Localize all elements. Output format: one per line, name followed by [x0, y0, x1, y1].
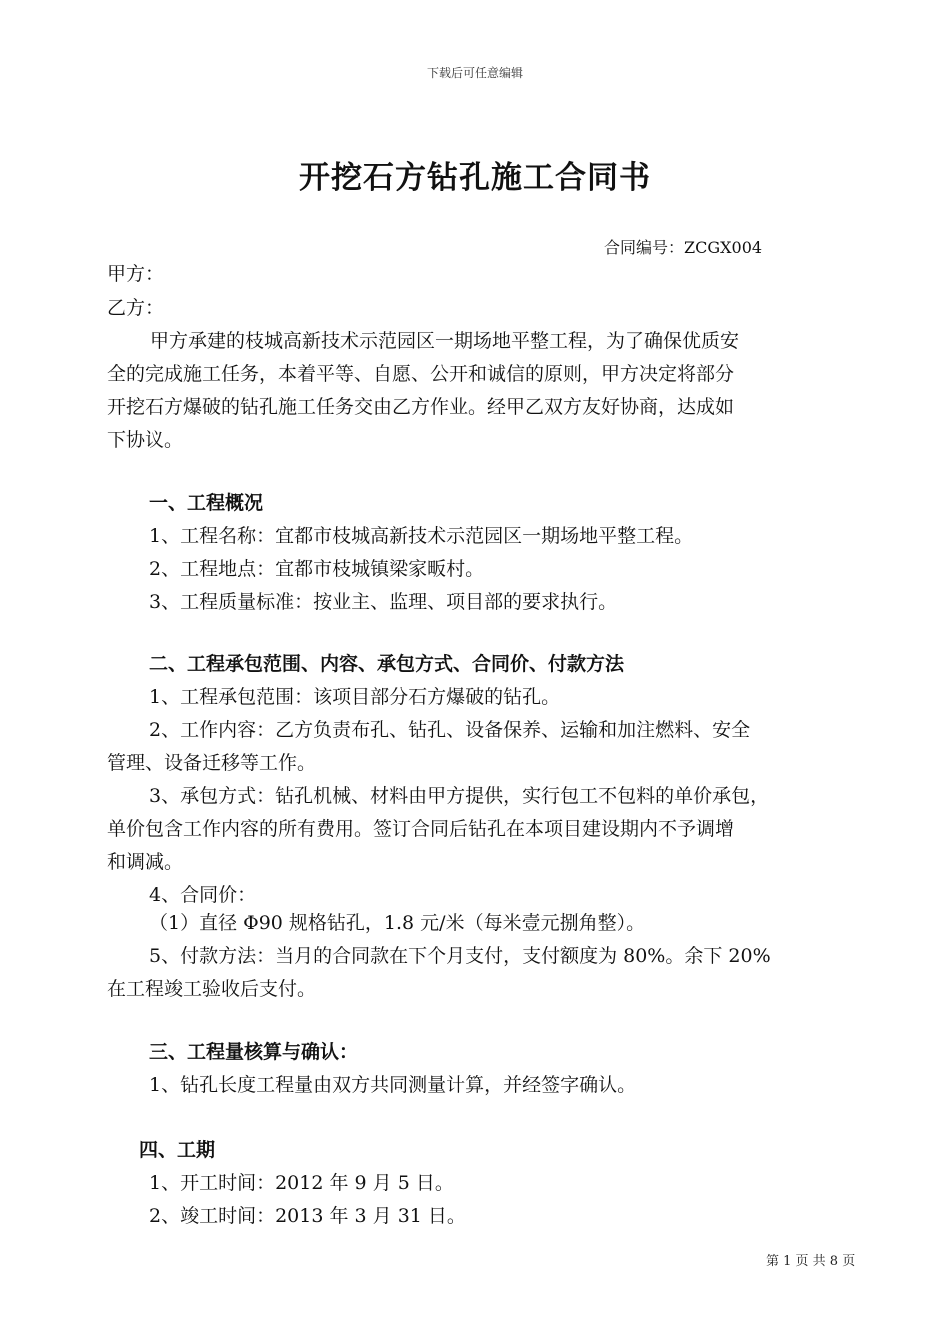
- section-1-item-2: 2、工程地点：宜都市枝城镇梁家畈村。: [149, 558, 485, 580]
- party-a-label: 甲方：: [107, 263, 165, 285]
- section-2-payment-line-2: 在工程竣工验收后支付。: [107, 978, 317, 1000]
- contract-number: 合同编号：ZCGX004: [604, 238, 763, 257]
- section-2-price-label: 4、合同价：: [149, 884, 257, 906]
- section-2-heading: 二、工程承包范围、内容、承包方式、合同价、付款方法: [149, 653, 625, 675]
- intro-line-4: 下协议。: [107, 429, 184, 451]
- section-2-price-item: （1）直径 Φ90 规格钻孔，1.8 元/米（每米壹元捌角整）。: [149, 912, 646, 934]
- section-1-item-3: 3、工程质量标准：按业主、监理、项目部的要求执行。: [149, 591, 618, 613]
- section-2-content-line-2: 管理、设备迁移等工作。: [107, 752, 317, 774]
- intro-line-2: 全的完成施工任务，本着平等、自愿、公开和诚信的原则，甲方决定将部分: [107, 363, 735, 385]
- section-2-content-line-1: 2、工作内容：乙方负责布孔、钻孔、设备保养、运输和加注燃料、安全: [149, 719, 751, 741]
- party-b-label: 乙方：: [107, 297, 165, 319]
- section-4-item-1: 1、开工时间：2012 年 9 月 5 日。: [149, 1172, 454, 1194]
- section-3-item-1: 1、钻孔长度工程量由双方共同测量计算，并经签字确认。: [149, 1074, 637, 1096]
- section-2-method-line-3: 和调减。: [107, 851, 184, 873]
- section-4-item-2: 2、竣工时间：2013 年 3 月 31 日。: [149, 1205, 466, 1227]
- section-2-method-line-1: 3、承包方式：钻孔机械、材料由甲方提供，实行包工不包料的单价承包，: [149, 785, 770, 807]
- section-2-method-line-2: 单价包含工作内容的所有费用。签订合同后钻孔在本项目建设期内不予调增: [107, 818, 735, 840]
- intro-line-1: 甲方承建的枝城高新技术示范园区一期场地平整工程，为了确保优质安: [150, 330, 740, 352]
- section-1-item-1: 1、工程名称：宜都市枝城高新技术示范园区一期场地平整工程。: [149, 525, 694, 547]
- section-2-payment-line-1: 5、付款方法：当月的合同款在下个月支付，支付额度为 80%。余下 20%: [149, 945, 771, 967]
- section-2-scope: 1、工程承包范围：该项目部分石方爆破的钻孔。: [149, 686, 561, 708]
- page-number: 第 1 页 共 8 页: [766, 1254, 856, 1269]
- section-1-heading: 一、工程概况: [149, 492, 264, 514]
- document-title: 开挖石方钻孔施工合同书: [299, 160, 651, 196]
- section-3-heading: 三、工程量核算与确认：: [149, 1041, 359, 1063]
- header-note: 下载后可任意编辑: [426, 66, 523, 80]
- section-4-heading: 四、工期: [139, 1139, 216, 1161]
- intro-line-3: 开挖石方爆破的钻孔施工任务交由乙方作业。经甲乙双方友好协商，达成如: [107, 396, 735, 418]
